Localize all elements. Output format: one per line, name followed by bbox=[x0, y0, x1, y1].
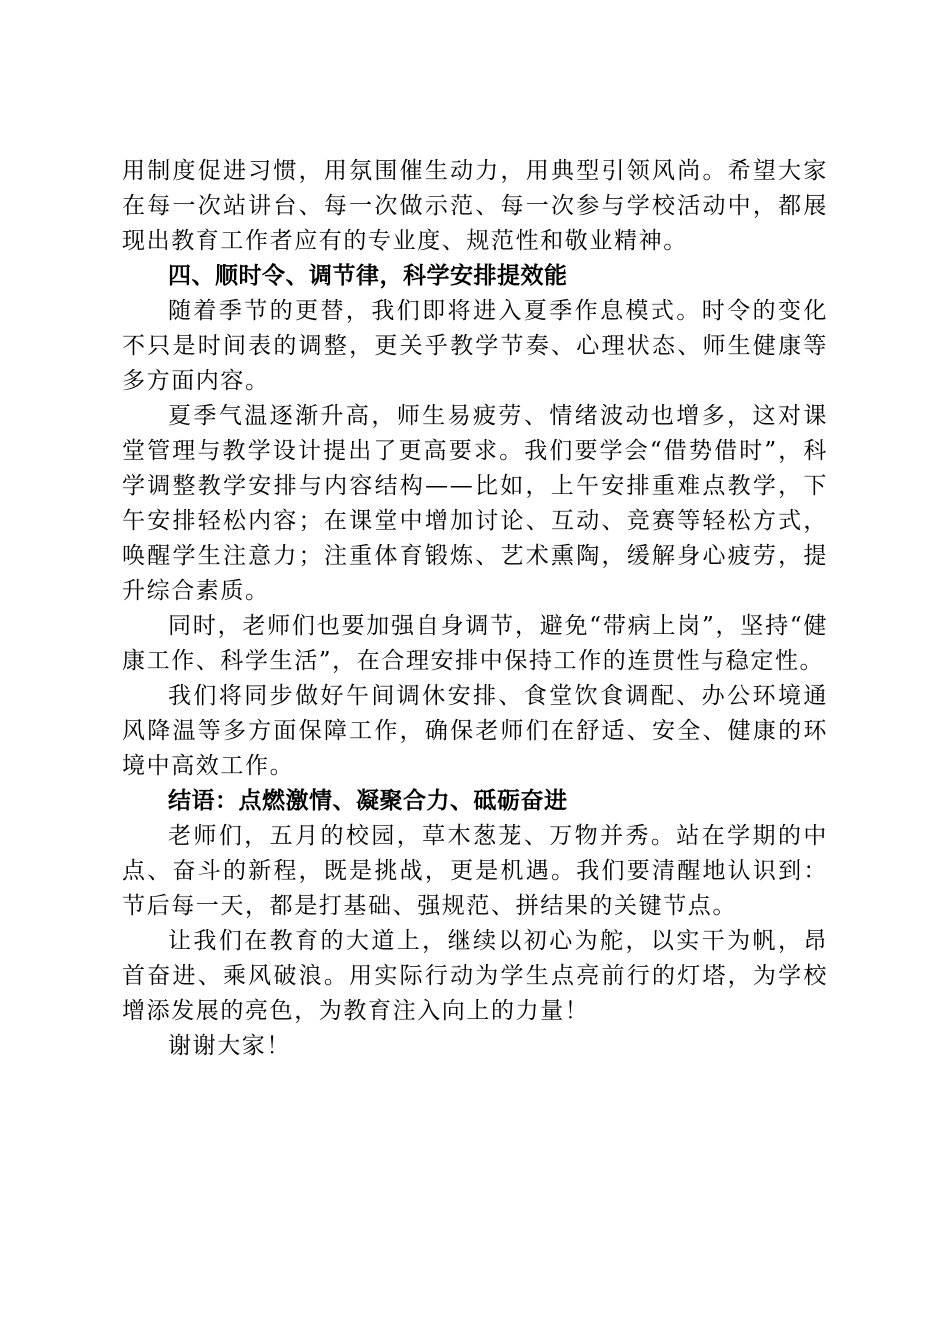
paragraph-continuation: 用制度促进习惯，用氛围催生动力，用典型引领风尚。希望大家在每一次站讲台、每一次做示范、每一次参与学校活动中，都展现出教育工作者应有的专业度、规范性和敬业精神。 bbox=[122, 158, 828, 254]
closing-thanks: 谢谢大家！ bbox=[168, 1033, 291, 1059]
paragraph: 老师们，五月的校园，草木葱茏、万物并秀。站在学期的中点、奋斗的新程，既是挑战，更是机遇。我们要清醒地认识到：节后每一天，都是打基础、强规范、拼结果的关键节点。 bbox=[122, 823, 828, 919]
section-heading-four: 四、顺时令、调节律，科学安排提效能 bbox=[168, 263, 568, 289]
paragraph: 夏季气温逐渐升高，师生易疲劳、情绪波动也增多，这对课堂管理与教学设计提出了更高要求。我们要学会“借势借时”，科学调整教学安排与内容结构——比如，上午安排重难点教学，下午安排轻松内容；在课堂中增加讨论、互动、竞赛等轻松方式，唤醒学生注意力；注重体育锻炼、艺术熏陶，缓解身心疲劳，提升综合素质。 bbox=[122, 403, 828, 604]
section-heading-conclusion: 结语：点燃激情、凝聚合力、砥砺奋进 bbox=[168, 788, 568, 814]
document-body bbox=[122, 154, 828, 1064]
paragraph: 随着季节的更替，我们即将进入夏季作息模式。时令的变化不只是时间表的调整，更关乎教学节奏、心理状态、师生健康等多方面内容。 bbox=[122, 298, 828, 394]
paragraph: 同时，老师们也要加强自身调节，避免“带病上岗”，坚持“健康工作、科学生活”，在合理安排中保持工作的连贯性与稳定性。 bbox=[122, 613, 828, 674]
paragraph: 我们将同步做好午间调休安排、食堂饮食调配、办公环境通风降温等多方面保障工作，确保老师们在舒适、安全、健康的环境中高效工作。 bbox=[122, 683, 828, 779]
paragraph: 让我们在教育的大道上，继续以初心为舵，以实干为帆，昂首奋进、乘风破浪。用实际行动为学生点亮前行的灯塔，为学校增添发展的亮色，为教育注入向上的力量！ bbox=[122, 928, 828, 1024]
